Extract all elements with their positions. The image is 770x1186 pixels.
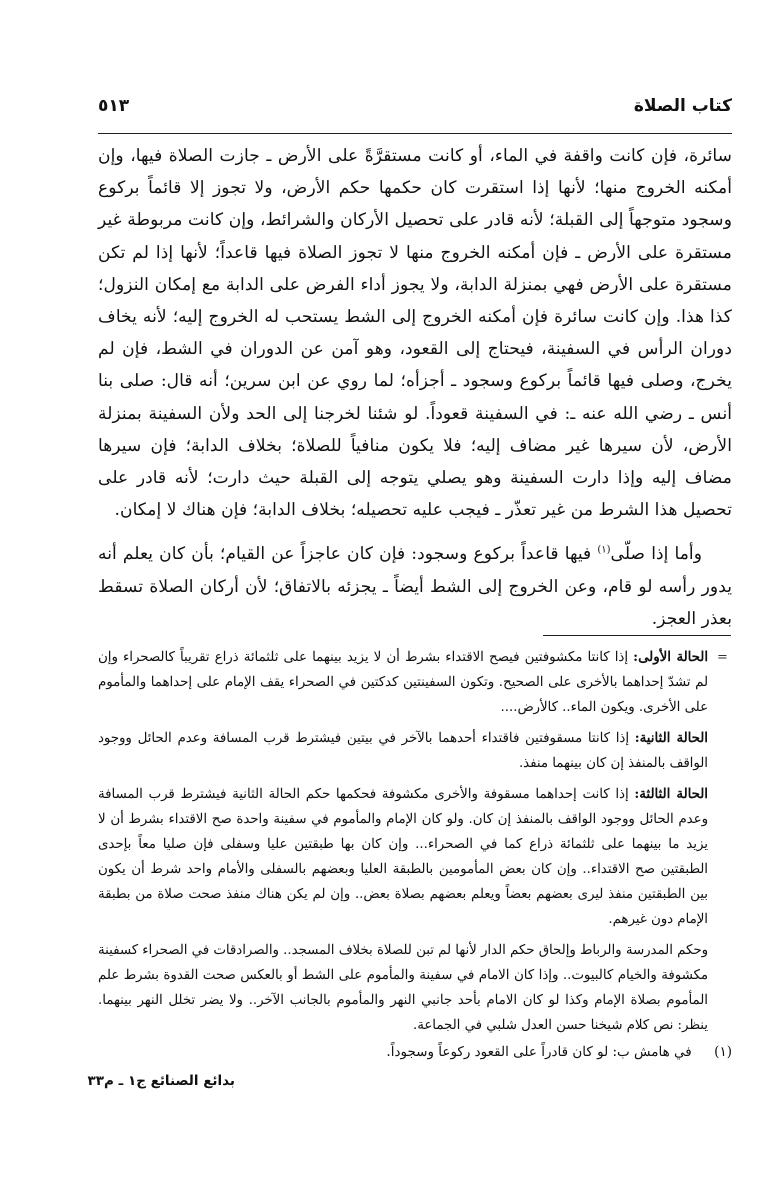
note-case-1	[98, 645, 708, 720]
chapter-title: كتاب الصلاة	[633, 96, 732, 116]
running-header	[98, 96, 732, 126]
note-text: إذا كانت إحداهما مسقوفة والأخرى مكشوفة فحكمها حكم الحالة الثانية فيشترط قرب المسافة وعدم الحائل ووجود الواقف بالمنفذ إن كان. ولو كان الإمام والمأموم في سفينة واحدة صح الاقتداء بشرط أن لا يزيد ما بينهما على ثلثمائة ذراع كما في الصحراء... وإن كان بها طبقتين عليا وسفلى فإن صليا معاً بإحدى الطبقتين صح الاقتداء.. وإن كان بعض المأمومين بالطبقة العليا وبعضهم بالسفلى والأمام واحد شرط أن يكون بين الطبقتين منفذ ليرى بعضهم بعضاً ويعلم بعضهم بصلاة بعض.. وإن لم يكن هناك منفذ صحت صلاة من بطبقة الإمام دون غيرهم.	[98, 787, 708, 927]
page-number: ٥١٣	[98, 96, 130, 116]
note-case-3	[98, 782, 708, 932]
header-divider	[98, 133, 732, 134]
note-text: إذا كانتا مسقوفتين فاقتداء أحدهما بالآخر في بيتين فيشترط قرب المسافة وعدم الحائل ووجود الواقف بالمنفذ إن كان بينهما منفذ.	[98, 731, 708, 771]
main-paragraph: سائرة، فإن كانت واقفة في الماء، أو كانت مستقرَّةً على الأرض ـ جازت الصلاة فيها، وإن أمكنه الخروج منها؛ لأنها إذا استقرت كان حكمها حكم الأرض، ولا تجوز إلا قائماً بركوع وسجود متوجهاً إلى القبلة؛ لأنه قادر على تحصيل الأركان والشرائط، وإن كانت مربوطة غير مستقرة على الأرض ـ فإن أمكنه الخروج منها لا تجوز الصلاة فيها قاعداً؛ لأنها إذا لم تكن مستقرة على الأرض فهي بمنزلة الدابة، ولا يجوز أداء الفرض على الدابة مع إمكان النزول؛ كذا هذا. وإن كانت سائرة فإن أمكنه الخروج إلى الشط يستحب له الخروج إليه؛ لأنه يخاف دوران الرأس في السفينة، فيحتاج إلى القعود، وهو آمن عن الدوران في الشط، فإن لم يخرج، وصلى فيها قائماً بركوع وسجود ـ أجزأه؛ لما روي عن ابن سرين؛ أنه قال: صلى بنا أنس ـ رضي الله عنه ـ: في السفينة قعوداً. لو شئنا لخرجنا إلى الحد ولأن السفينة بمنزلة الأرض، لأن سيرها غير مضاف إليه؛ فلا يكون منافياً للصلاة؛ بخلاف الدابة؛ فإن سيرها مضاف إليه وإذا دارت السفينة وهو يصلي يتوجه إلى القبلة حيث دارت؛ لأنه قادر على تحصيل هذا الشرط من غير تعذّر ـ فيجب عليه تحصيله؛ بخلاف الدابة؛ فإن هناك لا إمكان.	[98, 146, 732, 521]
paragraph-text: فيها قاعداً بركوع وسجود: فإن كان عاجزاً عن القيام؛ بأن كان يعلم أنه يدور رأسه لو قام، وعن الخروج إلى الشط أيضاً ـ يجزئه بالاتفاق؛ لأن أركان الصلاة تسقط بعذر العجز.	[98, 544, 732, 629]
note-closing: وحكم المدرسة والرباط وإلحاق حكم الدار لأنها لم تبن للصلاة بخلاف المسجد.. والصرادقات في الصحراء كسفينة مكشوفة والخيام كالبيوت.. وإذا كان الامام في سفينة والمأموم على الشط أو بالعكس صحت القدوة بشرط علم المأموم بصلاة الإمام وكذا لو كان الامام بأحد جانبي النهر والمأموم بالجانب الآخر.. ولا يضر تخلل النهر بينهما. ينظر: نص كلام شيخنا حسن العدل شلبي في الجماعة.	[98, 943, 709, 1033]
signature-line: بدائع الصنائع ج١ ـ م٣٣	[87, 1073, 235, 1089]
main-text	[98, 140, 732, 635]
paragraph-text: وأما إذا صلّى	[610, 544, 702, 565]
main-paragraph	[98, 538, 732, 635]
note-text: إذا كانتا مكشوفتين فيصح الاقتداء بشرط أن لا يزيد بينهما على ثلثمائة ذراع تقريباً كالصحراء وإن لم تشدّ إحداهما بالأخرى على الصحيح. وتكون السفينتين كدكتين في الصحراء يقف الإمام على إحداهما والمأموم على الأخرى. ويكون الماء.. كالأرض....	[98, 650, 708, 715]
note-case-2	[98, 726, 708, 776]
continuation-marker: =	[717, 650, 728, 665]
footnote-1	[98, 1040, 732, 1065]
footnote-number: (١)	[714, 1044, 732, 1060]
footnote-reference[interactable]: (١)	[597, 544, 611, 556]
footnote-divider	[543, 635, 731, 636]
note-label: الحالة الثالثة:	[634, 787, 708, 802]
footnote-text: في هامش ب: لو كان قادراً على القعود ركوعاً وسجوداً.	[386, 1044, 692, 1060]
note-label: الحالة الثانية:	[634, 731, 708, 746]
note-label: الحالة الأولى:	[633, 650, 709, 665]
notes-section	[98, 645, 708, 1044]
